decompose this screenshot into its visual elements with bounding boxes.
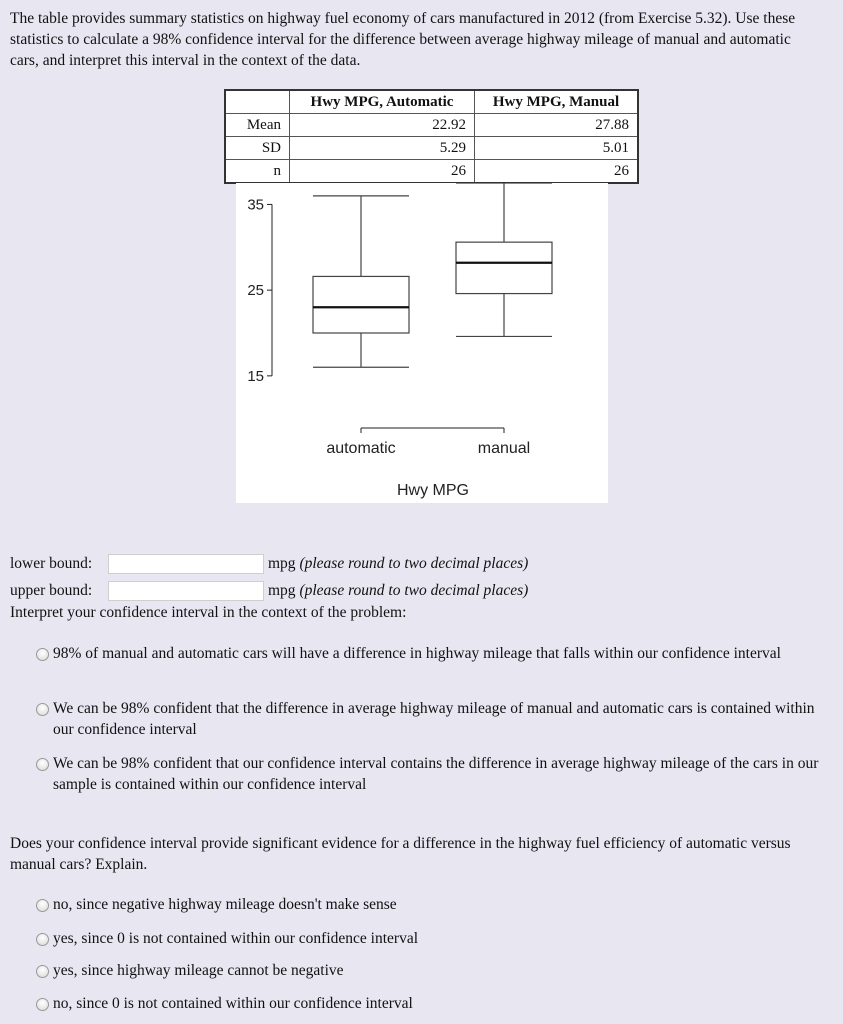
row-label: n	[225, 160, 290, 184]
x-axis-title: Hwy MPG	[397, 482, 469, 499]
y-tick-label: 15	[247, 367, 264, 385]
table-row	[225, 137, 638, 160]
radio-button[interactable]	[36, 965, 49, 978]
option-text: We can be 98% confident that our confidence interval contains the difference in average highway mileage of the cars in our sample is contained within our confidence interval	[53, 755, 819, 793]
row-label: Mean	[225, 114, 290, 137]
x-tick-label: manual	[477, 440, 531, 457]
option-text: no, since negative highway mileage doesn't make sense	[53, 896, 397, 913]
option-text: yes, since 0 is not contained within our confidence interval	[53, 930, 419, 947]
table-row	[225, 114, 638, 137]
summary-stats-table	[224, 89, 639, 184]
option-text: no, since 0 is not contained within our confidence interval	[53, 995, 413, 1012]
radio-button[interactable]	[36, 998, 49, 1011]
question-2: Does your confidence interval provide significant evidence for a difference in the highway fuel efficiency of automatic versus manual cars? Explain.	[10, 835, 791, 873]
col-header-automatic: Hwy MPG, Automatic	[290, 90, 475, 114]
cell-manual-mean: 27.88	[475, 114, 639, 137]
lower-bound-unit: mpg	[268, 555, 296, 572]
cell-auto-n: 26	[290, 160, 475, 184]
lower-bound-input[interactable]	[108, 554, 264, 574]
upper-bound-hint: (please round to two decimal places)	[299, 582, 529, 599]
cell-manual-sd: 5.01	[475, 137, 639, 160]
upper-bound-label: upper bound:	[10, 582, 93, 599]
option-text: 98% of manual and automatic cars will have a difference in highway mileage that falls within our confidence interval	[53, 645, 781, 662]
radio-button[interactable]	[36, 703, 49, 716]
option-text: We can be 98% confident that the difference in average highway mileage of manual and automatic cars is contained within our confidence interval	[53, 700, 815, 738]
box-automatic	[313, 276, 409, 333]
upper-bound-unit: mpg	[268, 582, 296, 599]
cell-auto-sd: 5.29	[290, 137, 475, 160]
box-manual	[456, 242, 552, 293]
boxplot-svg	[236, 183, 608, 503]
row-label: SD	[225, 137, 290, 160]
table-corner	[225, 90, 290, 114]
radio-button[interactable]	[36, 899, 49, 912]
y-tick-label: 35	[247, 196, 264, 214]
y-tick-label: 25	[247, 282, 264, 300]
lower-bound-hint: (please round to two decimal places)	[299, 555, 529, 572]
cell-auto-mean: 22.92	[290, 114, 475, 137]
upper-bound-input[interactable]	[108, 581, 264, 601]
lower-bound-label: lower bound:	[10, 555, 93, 572]
cell-manual-n: 26	[475, 160, 639, 184]
option-text: yes, since highway mileage cannot be negative	[53, 962, 344, 979]
radio-button[interactable]	[36, 933, 49, 946]
radio-button[interactable]	[36, 758, 49, 771]
intro-text: The table provides summary statistics on highway fuel economy of cars manufactured in 2012 (from Exercise 5.32). Use these statistics to calculate a 98% confidence interval for the difference between average highway mileage of manual and automatic cars, and interpret this interval in the context of the data.	[10, 10, 796, 69]
upper-bound-unit-row	[268, 580, 528, 602]
col-header-manual: Hwy MPG, Manual	[475, 90, 639, 114]
lower-bound-unit-row	[268, 553, 528, 575]
boxplot-chart	[236, 183, 608, 503]
table-row	[225, 160, 638, 184]
x-tick-label: automatic	[326, 440, 396, 457]
interpret-prompt: Interpret your confidence interval in the context of the problem:	[10, 604, 407, 621]
radio-button[interactable]	[36, 648, 49, 661]
